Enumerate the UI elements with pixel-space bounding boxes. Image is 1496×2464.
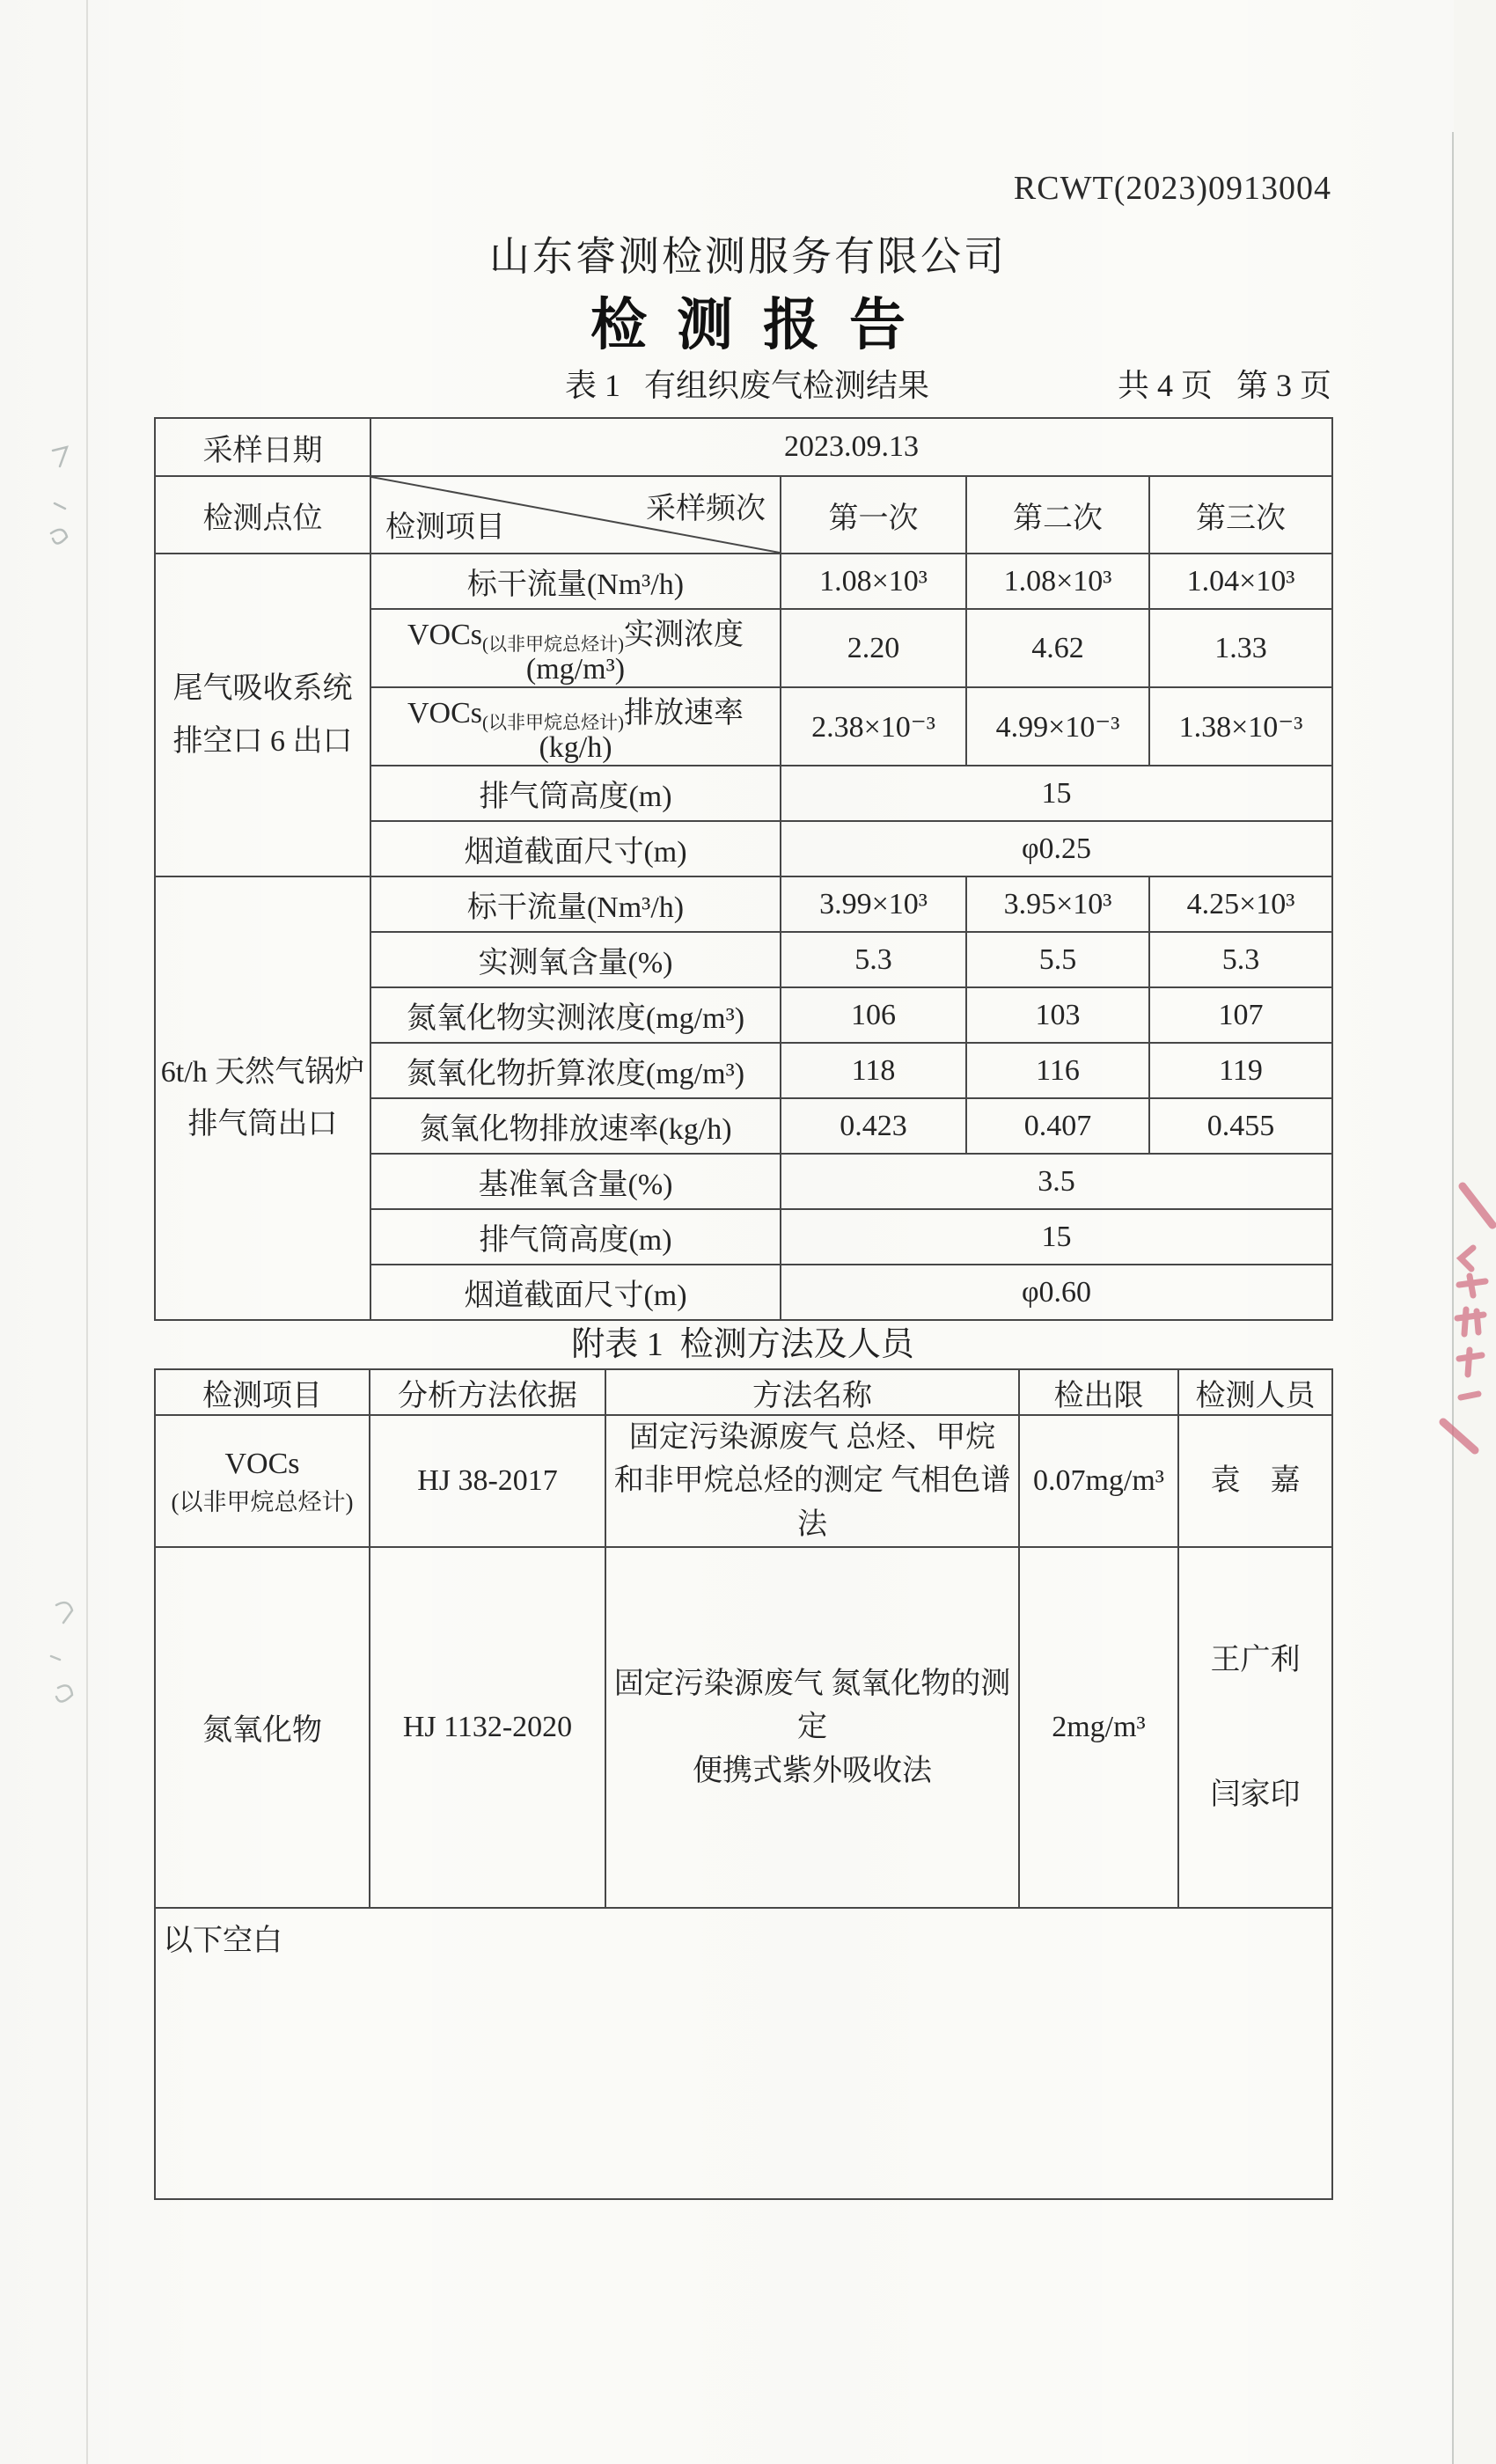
document-title: 检测报告 [590, 294, 935, 356]
row-label [370, 687, 781, 766]
row-label: 排气筒高度(m) [370, 1209, 781, 1265]
column-header-person: 检测人员 [1178, 1369, 1332, 1415]
value-cell: 4.99×10⁻³ [966, 687, 1149, 766]
value-cell: 0.407 [966, 1098, 1149, 1154]
item-name: VOCs [224, 1447, 300, 1480]
table-row [155, 1908, 1332, 2199]
value-cell: 2.38×10⁻³ [781, 687, 966, 766]
test-item-label: 检测项目 [385, 511, 505, 544]
item-cell: 氮氧化物 [155, 1547, 370, 1908]
row-label: 烟道截面尺寸(m) [370, 821, 781, 876]
basis-cell: HJ 38-2017 [370, 1415, 605, 1547]
row-label: 实测氧含量(%) [370, 932, 781, 987]
run-header-2: 第二次 [966, 476, 1149, 554]
row-label: 基准氧含量(%) [370, 1154, 781, 1209]
method-line2: 便携式紫外吸收法 [693, 1754, 932, 1787]
point-label-cell: 检测点位 [155, 476, 370, 554]
column-header-limit: 检出限 [1019, 1369, 1178, 1415]
blank-below-note: 以下空白 [155, 1908, 1332, 2199]
sample-date-label: 采样日期 [155, 418, 370, 476]
value-cell: 1.38×10⁻³ [1149, 687, 1332, 766]
value-cell: 103 [966, 987, 1149, 1043]
sample-date-value: 2023.09.13 [370, 418, 1332, 476]
column-header-basis: 分析方法依据 [370, 1369, 605, 1415]
value-cell: 1.33 [1149, 609, 1332, 687]
row-label: 氮氧化物排放速率(kg/h) [370, 1098, 781, 1154]
merged-value-cell: 15 [781, 1209, 1332, 1265]
row-label-subscript: (以非甲烷总烃计) [482, 634, 625, 655]
merged-value-cell: φ0.60 [781, 1265, 1332, 1320]
value-cell: 3.95×10³ [966, 876, 1149, 932]
row-label: 标干流量(Nm³/h) [370, 554, 781, 609]
value-cell: 107 [1149, 987, 1332, 1043]
value-cell: 4.25×10³ [1149, 876, 1332, 932]
value-cell: 1.08×10³ [781, 554, 966, 609]
value-cell: 5.3 [1149, 932, 1332, 987]
basis-cell: HJ 1132-2020 [370, 1547, 605, 1908]
run-header-3: 第三次 [1149, 476, 1332, 554]
table-row [155, 1415, 1332, 1547]
results-table [154, 417, 1333, 1321]
value-cell: 116 [966, 1043, 1149, 1098]
diagonal-header-cell [370, 476, 781, 554]
methods-table [154, 1368, 1333, 2200]
row-label-prefix: VOCs [407, 697, 483, 730]
value-cell: 1.08×10³ [966, 554, 1149, 609]
point-name-line1: 6t/h 天然气锅炉 [160, 1055, 365, 1089]
table-row [155, 876, 1332, 932]
point-name-cell [155, 876, 370, 1320]
row-label-subscript: (以非甲烷总烃计) [482, 712, 625, 733]
value-cell: 2.20 [781, 609, 966, 687]
report-number: RCWT(2023)0913004 [1013, 170, 1331, 207]
row-label-suffix: 排放速率(kg/h) [539, 697, 744, 764]
table-row [155, 418, 1332, 476]
method-line1: 固定污染源废气 氮氧化物的测定 [613, 1667, 1011, 1744]
company-name: 山东睿测检测服务有限公司 [489, 234, 1007, 279]
merged-value-cell: φ0.25 [781, 821, 1332, 876]
value-cell: 118 [781, 1043, 966, 1098]
person-cell [1178, 1547, 1332, 1908]
row-label-suffix: 实测浓度(mg/m³) [525, 619, 744, 686]
point-name-line1: 尾气吸收系统 [172, 672, 353, 705]
method-cell [605, 1415, 1019, 1547]
row-label: 氮氧化物实测浓度(mg/m³) [370, 987, 781, 1043]
table-row [155, 554, 1332, 609]
page-edge-strip [1454, 0, 1496, 2464]
row-label: 标干流量(Nm³/h) [370, 876, 781, 932]
value-cell: 1.04×10³ [1149, 554, 1332, 609]
table1-caption: 表 1 有组织废气检测结果 [565, 368, 930, 403]
row-label: 排气筒高度(m) [370, 766, 781, 821]
point-name-line2: 排气筒出口 [187, 1108, 338, 1140]
value-cell: 0.455 [1149, 1098, 1332, 1154]
point-name-line2: 排空口 6 出口 [172, 724, 353, 758]
method-line1: 固定污染源废气 总烃、甲烷 [628, 1421, 996, 1454]
table-header-row [155, 1369, 1332, 1415]
item-cell [155, 1415, 370, 1547]
row-label: 氮氧化物折算浓度(mg/m³) [370, 1043, 781, 1098]
value-cell: 0.423 [781, 1098, 966, 1154]
value-cell: 4.62 [966, 609, 1149, 687]
page-indicator: 共 4 页 第 3 页 [1117, 368, 1331, 403]
row-label: 烟道截面尺寸(m) [370, 1265, 781, 1320]
pencil-mark [44, 440, 97, 563]
column-header-method: 方法名称 [605, 1369, 1019, 1415]
person-line2: 闫家印 [1210, 1778, 1301, 1811]
value-cell: 5.3 [781, 932, 966, 987]
method-cell [605, 1547, 1019, 1908]
table-row [155, 1547, 1332, 1908]
person-cell: 袁 嘉 [1178, 1415, 1332, 1547]
limit-cell: 2mg/m³ [1019, 1547, 1178, 1908]
appendix-caption: 附表 1 检测方法及人员 [571, 1326, 914, 1363]
row-label [370, 609, 781, 687]
page-fold-line [86, 0, 88, 2464]
page-edge-line [1452, 132, 1454, 2464]
value-cell: 5.5 [966, 932, 1149, 987]
limit-cell: 0.07mg/m³ [1019, 1415, 1178, 1547]
value-cell: 3.99×10³ [781, 876, 966, 932]
row-label-prefix: VOCs [407, 619, 483, 651]
person-line1: 王广利 [1210, 1643, 1301, 1676]
method-line2: 和非甲烷总烃的测定 气相色谱法 [613, 1464, 1011, 1541]
item-qualifier: (以非甲烷总烃计) [171, 1489, 354, 1516]
value-cell: 119 [1149, 1043, 1332, 1098]
table-row [155, 476, 1332, 554]
point-name-cell [155, 554, 370, 876]
run-header-1: 第一次 [781, 476, 966, 554]
sampling-frequency-label: 采样频次 [646, 493, 766, 525]
value-cell: 106 [781, 987, 966, 1043]
merged-value-cell: 3.5 [781, 1154, 1332, 1209]
merged-value-cell: 15 [781, 766, 1332, 821]
column-header-item: 检测项目 [155, 1369, 370, 1415]
